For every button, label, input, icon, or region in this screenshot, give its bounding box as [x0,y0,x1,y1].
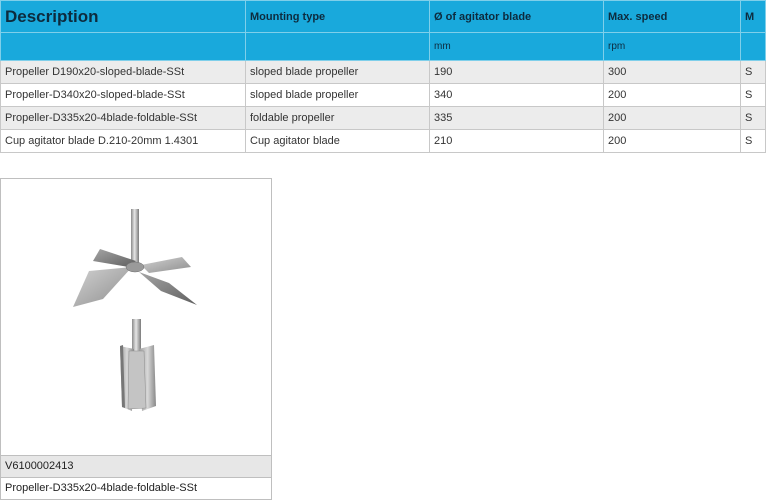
product-card[interactable] [0,178,272,500]
table-unit-row [1,33,766,61]
cell-blade-diameter: 210 [430,130,604,153]
cell-description: Propeller-D335x20-4blade-foldable-SSt [1,107,246,130]
table-row[interactable] [1,107,766,130]
unit-cut-off [741,33,766,61]
unit-max-speed: rpm [604,33,741,61]
unit-blade-diameter: mm [430,33,604,61]
table-row[interactable] [1,61,766,84]
cell-cut-off: S [741,61,766,84]
cell-mounting-type: foldable propeller [246,107,430,130]
cell-cut-off: S [741,84,766,107]
cell-mounting-type: sloped blade propeller [246,84,430,107]
open-propeller-graphic [73,209,197,307]
table-row[interactable] [1,130,766,153]
cell-mounting-type: sloped blade propeller [246,61,430,84]
cell-blade-diameter: 190 [430,61,604,84]
cell-blade-diameter: 340 [430,84,604,107]
unit-mounting-type [246,33,430,61]
cell-description: Propeller D190x20-sloped-blade-SSt [1,61,246,84]
unit-description [1,33,246,61]
cell-cut-off: S [741,107,766,130]
header-max-speed[interactable]: Max. speed [604,1,741,33]
cell-max-speed: 200 [604,130,741,153]
product-name[interactable]: Propeller-D335x20-4blade-foldable-SSt [1,477,271,499]
cell-max-speed: 200 [604,107,741,130]
spec-table [0,0,766,153]
folded-propeller-graphic [120,319,156,411]
header-cut-off[interactable]: M [741,1,766,33]
header-description[interactable]: Description [1,1,246,33]
table-row[interactable] [1,84,766,107]
cell-description: Cup agitator blade D.210-20mm 1.4301 [1,130,246,153]
cell-max-speed: 300 [604,61,741,84]
agitator-blade-image[interactable] [1,179,271,455]
cell-mounting-type: Cup agitator blade [246,130,430,153]
cell-max-speed: 200 [604,84,741,107]
product-code: V6100002413 [1,455,271,477]
cell-description: Propeller-D340x20-sloped-blade-SSt [1,84,246,107]
cell-blade-diameter: 335 [430,107,604,130]
header-mounting-type[interactable]: Mounting type [246,1,430,33]
table-header-row [1,1,766,33]
header-blade-diameter[interactable]: Ø of agitator blade [430,1,604,33]
cell-cut-off: S [741,130,766,153]
